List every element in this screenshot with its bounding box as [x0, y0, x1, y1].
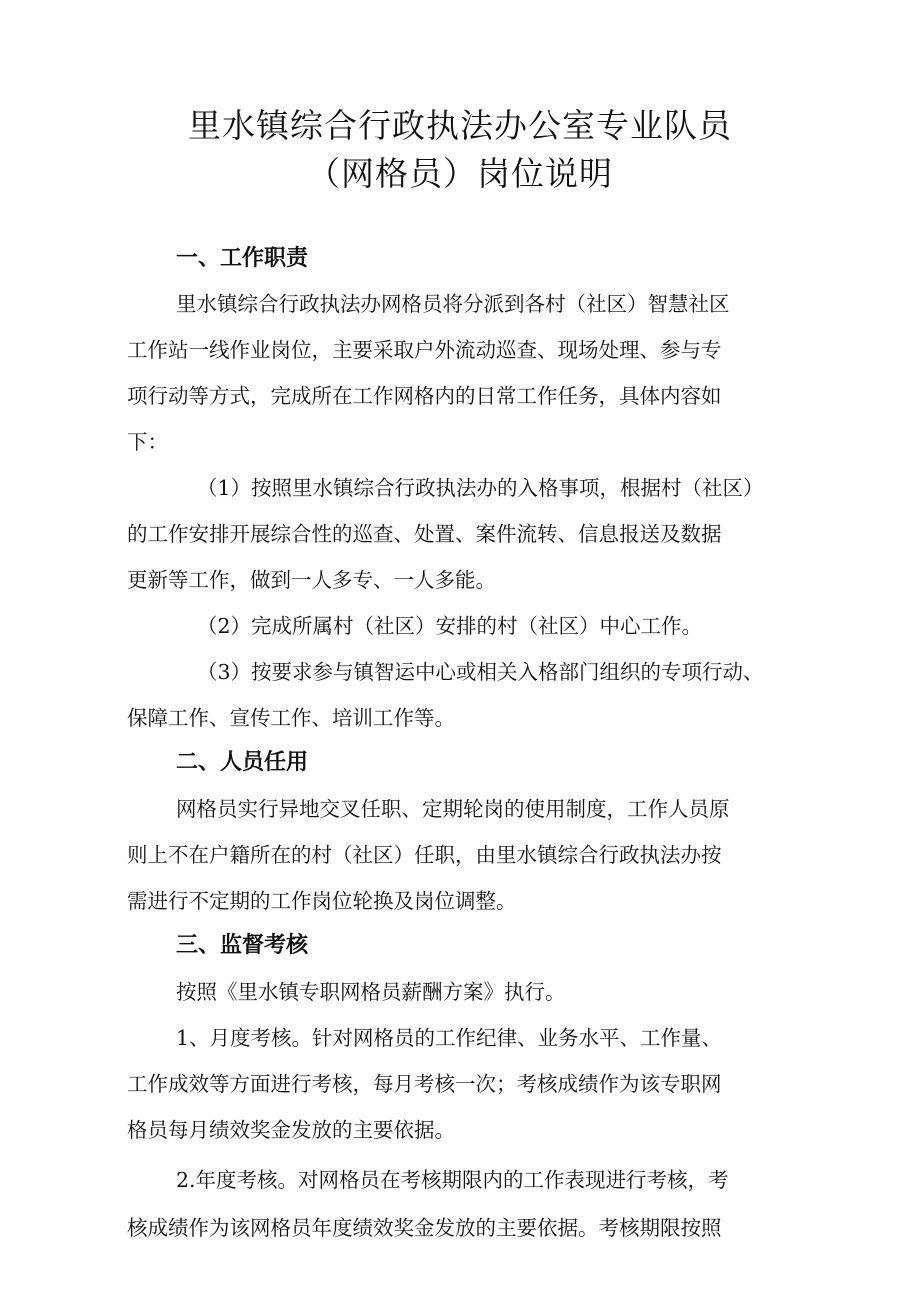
document-title-line-1: 里水镇综合行政执法办公室专业队员	[188, 106, 732, 145]
section-heading-staffing: 二、人员任用	[176, 750, 309, 775]
paragraph-line: 下：	[127, 430, 168, 454]
paragraph-line: 项行动等方式，完成所在工作网格内的日常工作任务，具体内容如	[127, 384, 722, 408]
paragraph-line: 工作成效等方面进行考核，每月考核一次；考核成绩作为该专职网	[127, 1072, 722, 1096]
section-heading-duties: 一、工作职责	[176, 246, 309, 271]
paragraph-line: 则上不在户籍所在的村（社区）任职，由里水镇综合行政执法办按	[127, 843, 722, 867]
section-heading-supervision: 三、监督考核	[176, 933, 309, 958]
paragraph-line: 里水镇综合行政执法办网格员将分派到各村（社区）智慧社区	[176, 292, 730, 316]
list-item-line: （2）完成所属村（社区）安排的村（社区）中心工作。	[197, 614, 703, 638]
list-item-line: （1）按照里水镇综合行政执法办的入格事项，根据村（社区）	[197, 476, 764, 500]
paragraph-line: 2.年度考核。对网格员在考核期限内的工作表现进行考核，考	[176, 1168, 729, 1192]
list-item-line: 更新等工作，做到一人多专、一人多能。	[127, 568, 496, 592]
paragraph-line: 1、月度考核。针对网格员的工作纪律、业务水平、工作量、	[176, 1026, 723, 1050]
list-item-line: 保障工作、宣传工作、培训工作等。	[127, 706, 455, 730]
paragraph-line: 格员每月绩效奖金发放的主要依据。	[127, 1118, 455, 1142]
paragraph-line: 工作站一线作业岗位，主要采取户外流动巡查、现场处理、参与专	[127, 338, 722, 362]
list-item-line: （3）按要求参与镇智运中心或相关入格部门组织的专项行动、	[197, 660, 764, 684]
paragraph-line: 需进行不定期的工作岗位轮换及岗位调整。	[127, 889, 517, 913]
paragraph-line: 按照《里水镇专职网格员薪酬方案》执行。	[176, 980, 566, 1004]
paragraph-line: 核成绩作为该网格员年度绩效奖金发放的主要依据。考核期限按照	[127, 1216, 722, 1240]
list-item-line: 的工作安排开展综合性的巡查、处置、案件流转、信息报送及数据	[127, 522, 722, 546]
document-title-line-2: （网格员）岗位说明	[307, 154, 613, 193]
paragraph-line: 网格员实行异地交叉任职、定期轮岗的使用制度，工作人员原	[176, 797, 730, 821]
